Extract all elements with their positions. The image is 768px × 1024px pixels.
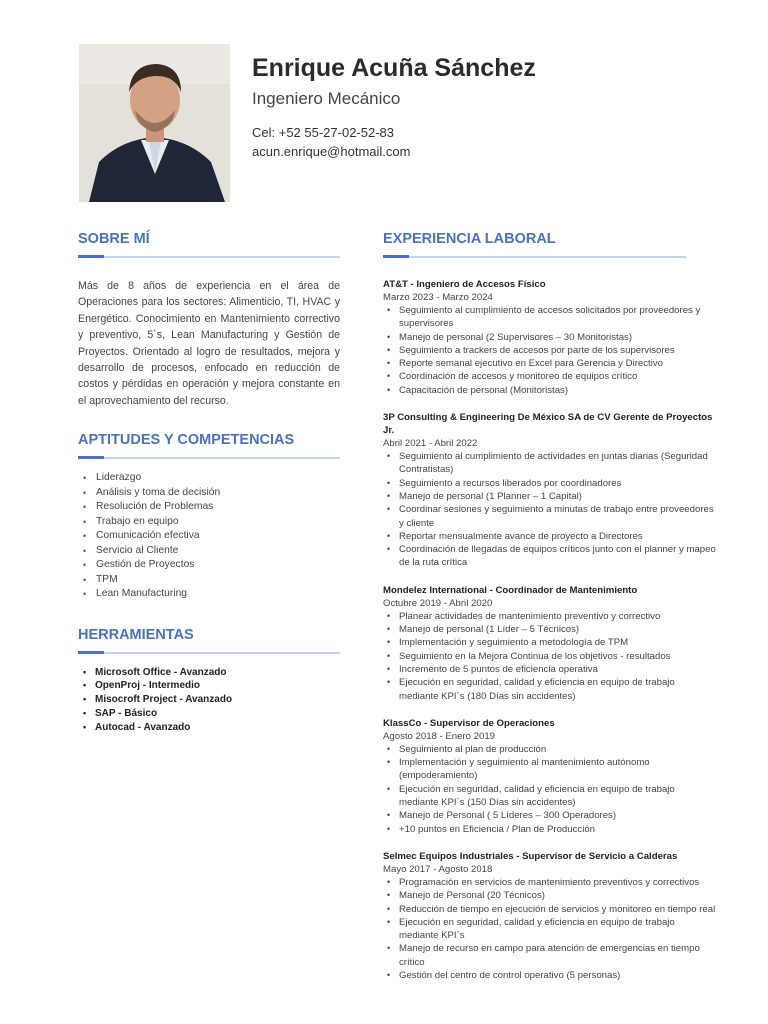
list-item: • Lean Manufacturing xyxy=(78,587,340,602)
email-address: acun.enrique@hotmail.com xyxy=(252,144,411,159)
tools-list xyxy=(78,666,340,735)
about-text: Más de 8 años de experiencia en el área de Operaciones para los sectores: Alimenticio, TI, HVAC y Energético. Conocimiento en Mantenimiento correctivo y preventivo, 5´s, Lean Manufacturing y Gestión de Proyectos. Orientado al logro de resultados, mejora y desarrollo de procesos, enfocado en reducción de costos y pérdidas en operación y mejora constante en el aprovechamiento del recurso. xyxy=(78,280,340,407)
list-item: • TPM xyxy=(78,573,340,588)
job-entry xyxy=(383,411,716,570)
list-item: • Implementación y seguimiento al mantenimiento autónomo (empoderamiento) xyxy=(383,756,716,783)
list-item: • Autocad - Avanzado xyxy=(78,721,340,735)
experience-section xyxy=(383,230,716,982)
job-title: Mondelez International - Coordinador de Mantenimiento xyxy=(383,584,638,596)
job-entry xyxy=(383,717,716,836)
list-item: • Manejo de Personal ( 5 Líderes – 300 Operadores) xyxy=(383,809,716,822)
tools-heading: HERRAMIENTAS xyxy=(78,626,194,643)
section-divider xyxy=(78,652,340,654)
job-dates: Abril 2021 - Abril 2022 xyxy=(383,438,478,450)
job-title: Selmec Equipos Industriales - Supervisor de Servicio a Calderas xyxy=(383,850,678,862)
contact-info xyxy=(252,123,536,161)
list-item: • Ejecución en seguridad, calidad y eficiencia en equipo de trabajo mediante KPI´s xyxy=(383,916,716,943)
task-list xyxy=(383,450,716,570)
list-item: • Manejo de personal (1 Líder – 5 Técnicos) xyxy=(383,623,716,636)
list-item: • Seguimiento al cumplimiento de accesos solicitados por proveedores y supervisores xyxy=(383,304,716,331)
list-item: • Incremento de 5 puntos de eficiencia operativa xyxy=(383,663,716,676)
list-item: • Trabajo en equipo xyxy=(78,515,340,530)
list-item: • Manejo de personal (1 Planner – 1 Capital) xyxy=(383,490,716,503)
job-title: AT&T - Ingeniero de Accesos Físico xyxy=(383,279,546,290)
list-item: • Seguimiento al plan de producción xyxy=(383,743,716,756)
list-item: • Comunicación efectiva xyxy=(78,529,340,544)
skills-section xyxy=(78,431,340,602)
section-divider xyxy=(78,457,340,459)
section-divider xyxy=(383,256,686,258)
list-item: • Manejo de personal (2 Supervisores – 30 Monitoristas) xyxy=(383,331,716,344)
left-column xyxy=(78,230,340,734)
tools-section xyxy=(78,626,340,735)
list-item: • Seguimiento a trackers de accesos por parte de los supervisores xyxy=(383,344,716,357)
list-item: • +10 puntos en Eficiencia / Plan de Producción xyxy=(383,823,716,836)
list-item: • Misocroft Project - Avanzado xyxy=(78,693,340,707)
section-divider xyxy=(78,256,340,258)
list-item: • Gestión del centro de control operativo (5 personas) xyxy=(383,969,716,982)
list-item: • SAP - Básico xyxy=(78,707,340,721)
job-dates: Octubre 2019 - Abril 2020 xyxy=(383,597,493,609)
candidate-name: Enrique Acuña Sánchez xyxy=(252,54,536,82)
list-item: • Manejo de recurso en campo para atención de emergencias en tiempo crítico xyxy=(383,942,716,969)
list-item: • Programación en servicios de mantenimiento preventivos y correctivos xyxy=(383,876,716,889)
list-item: • Resolución de Problemas xyxy=(78,500,340,515)
task-list xyxy=(383,876,716,982)
phone-number: Cel: +52 55-27-02-52-83 xyxy=(252,125,395,140)
resume-header xyxy=(252,52,536,161)
person-portrait-icon xyxy=(79,44,230,202)
list-item: • Coordinar sesiones y seguimiento a minutas de trabajo entre proveedores y cliente xyxy=(383,503,716,530)
list-item: • Seguimiento en la Mejora Continua de los objetivos - resultados xyxy=(383,650,716,663)
list-item: • Gestión de Proyectos xyxy=(78,558,340,573)
list-item: • Coordinación de llegadas de equipos críticos junto con el planner y mapeo de la ruta crítica xyxy=(383,543,716,570)
list-item: • Capacitación de personal (Monitoristas) xyxy=(383,384,716,397)
list-item: • Implementación y seguimiento a metodología de TPM xyxy=(383,636,716,649)
task-list xyxy=(383,743,716,836)
list-item: • Planear actividades de mantenimiento preventivo y correctivo xyxy=(383,610,716,623)
job-entry xyxy=(383,584,716,703)
list-item: • Seguimiento a recursos liberados por coordinadores xyxy=(383,477,716,490)
job-dates: Mayo 2017 - Agosto 2018 xyxy=(383,863,493,875)
job-entry xyxy=(383,278,716,397)
list-item: • Manejo de Personal (20 Técnicos) xyxy=(383,889,716,902)
list-item: • Seguimiento al cumplimiento de actividades en juntas diarias (Seguridad Contratistas) xyxy=(383,450,716,477)
list-item: • Reducción de tiempo en ejecución de servicios y monitoreo en tiempo real xyxy=(383,903,716,916)
about-heading: SOBRE MÍ xyxy=(78,231,150,247)
experience-heading: EXPERIENCIA LABORAL xyxy=(383,231,556,247)
list-item: • Liderazgo xyxy=(78,471,340,486)
task-list xyxy=(383,610,716,703)
job-title: KlassCo - Supervisor de Operaciones xyxy=(383,717,555,729)
skills-heading: APTITUDES Y COMPETENCIAS xyxy=(78,432,295,449)
candidate-title: Ingeniero Mecánico xyxy=(252,89,401,108)
job-dates: Agosto 2018 - Enero 2019 xyxy=(383,730,496,742)
list-item: • Análisis y toma de decisión xyxy=(78,486,340,501)
list-item: • OpenProj - Intermedio xyxy=(78,679,340,693)
about-section xyxy=(78,230,340,409)
task-list xyxy=(383,304,716,397)
profile-photo xyxy=(79,44,230,202)
list-item: • Servicio al Cliente xyxy=(78,544,340,559)
list-item: • Microsoft Office - Avanzado xyxy=(78,666,340,680)
list-item: • Coordinación de accesos y monitoreo de equipos crítico xyxy=(383,370,716,383)
list-item: • Ejecución en seguridad, calidad y eficiencia en equipo de trabajo mediante KPI´s (180 Días sin accidentes) xyxy=(383,676,716,703)
job-title: 3P Consulting & Engineering De México SA de CV Gerente de Proyectos Jr. xyxy=(383,412,713,437)
list-item: • Reportar mensualmente avance de proyecto a Directores xyxy=(383,530,716,543)
list-item: • Reporte semanal ejecutivo en Excel para Gerencia y Directivo xyxy=(383,357,716,370)
job-dates: Marzo 2023 - Marzo 2024 xyxy=(383,292,493,303)
skills-list xyxy=(78,471,340,602)
list-item: • Ejecución en seguridad, calidad y eficiencia en equipo de trabajo mediante KPI´s (150 Días sin accidentes) xyxy=(383,783,716,810)
job-entry xyxy=(383,850,716,982)
right-column xyxy=(383,230,716,982)
